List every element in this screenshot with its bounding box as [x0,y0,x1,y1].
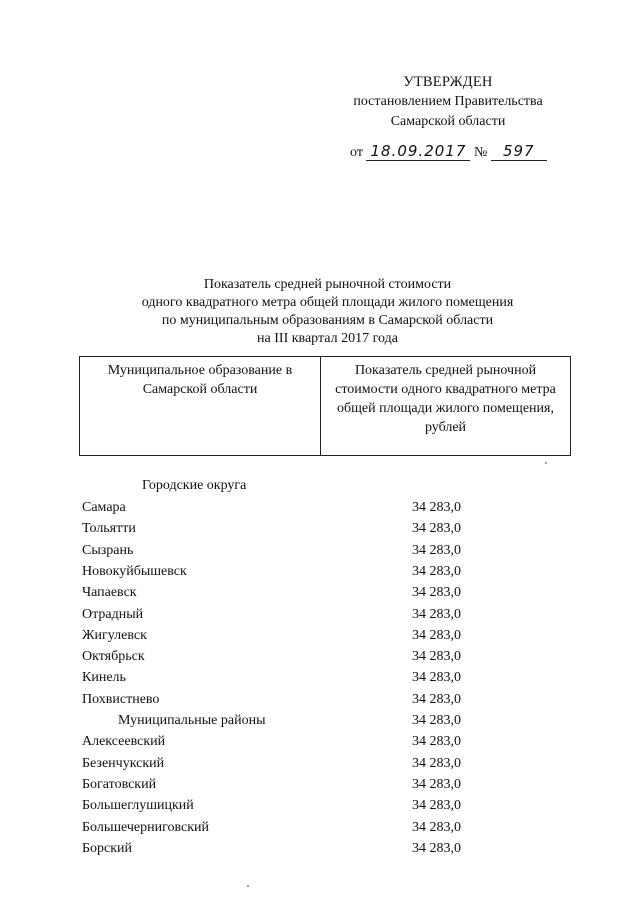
title-line-3: по муниципальным образованиям в Самарской области [161,313,494,328]
decree-date: 18.09.2017 [366,142,470,161]
column-header-price: Показатель средней рыночной стоимости одного квадратного метра общей площади жилого помещения, рублей [321,357,571,456]
table-row [0,731,640,752]
approval-line-2: Самарской области [390,114,506,129]
group-row [0,475,640,496]
municipality-name: Новокуйбышевск [82,563,187,579]
approval-line-1: постановлением Правительства [353,94,543,109]
municipality-name: Кинель [82,670,126,686]
table-row [0,710,640,731]
decree-number: 597 [491,142,547,161]
municipality-name: Богатовский [82,776,157,792]
table-row [0,582,640,603]
municipality-name: Борский [82,840,133,856]
table-row [0,561,640,582]
price-value: 34 283,0 [412,649,461,665]
scan-speck [545,462,547,464]
municipality-name: Самара [82,500,126,515]
price-value: 34 283,0 [412,734,461,750]
decree-dateline [350,142,547,161]
table-row [0,497,640,518]
scan-speck [247,885,249,887]
table-row [0,689,640,710]
table-row [0,540,640,561]
municipality-name: Тольятти [82,521,136,537]
table-row [0,518,640,539]
municipality-name: Большеглушицкий [82,798,194,814]
municipality-name: Алексеевский [82,734,166,750]
number-prefix: № [473,145,488,160]
price-value: 34 283,0 [412,627,461,643]
municipality-name: Похвистнево [82,691,160,707]
price-value: 34 283,0 [412,840,461,856]
price-value: 34 283,0 [412,776,461,792]
price-value: 34 283,0 [412,798,461,814]
municipality-name: Жигулевск [82,627,147,643]
table-row [0,625,640,646]
price-value: 34 283,0 [412,500,461,515]
table-row [0,817,640,838]
municipality-name: Чапаевск [82,585,137,601]
municipality-name: Сызрань [82,542,134,558]
table-row [0,604,640,625]
approval-heading: УТВЕРЖДЕН [403,74,493,90]
price-value: 34 283,0 [412,521,461,537]
table-row [0,753,640,774]
price-value: 34 283,0 [412,542,461,558]
municipality-name: Отрадный [82,606,144,622]
table-row [0,838,640,859]
price-value: 34 283,0 [412,585,461,601]
municipality-name: Октябрьск [82,649,145,665]
title-line-4: на III квартал 2017 года [257,331,398,346]
price-value: 34 283,0 [412,670,461,686]
price-value: 34 283,0 [412,691,461,707]
price-value: 34 283,0 [412,713,461,728]
price-value: 34 283,0 [412,755,461,771]
price-value: 34 283,0 [412,563,461,579]
table-row [0,774,640,795]
municipality-name: Муниципальные районы [118,713,266,728]
approval-block [330,72,566,132]
table-row [0,795,640,816]
document-title [80,276,575,348]
table-row [0,667,640,688]
column-header-municipality: Муниципальное образование в Самарской области [80,357,321,456]
title-line-1: Показатель средней рыночной стоимости [203,277,452,292]
title-line-2: одного квадратного метра общей площади жилого помещения [141,295,514,310]
price-value: 34 283,0 [412,606,461,622]
table-row [0,646,640,667]
municipality-name: Безенчукский [82,755,165,771]
table-header [79,356,571,456]
price-value: 34 283,0 [412,819,461,835]
municipality-name: Большечерниговский [82,819,210,835]
date-prefix: от [350,145,363,160]
group-label: Городские округа [142,478,247,493]
